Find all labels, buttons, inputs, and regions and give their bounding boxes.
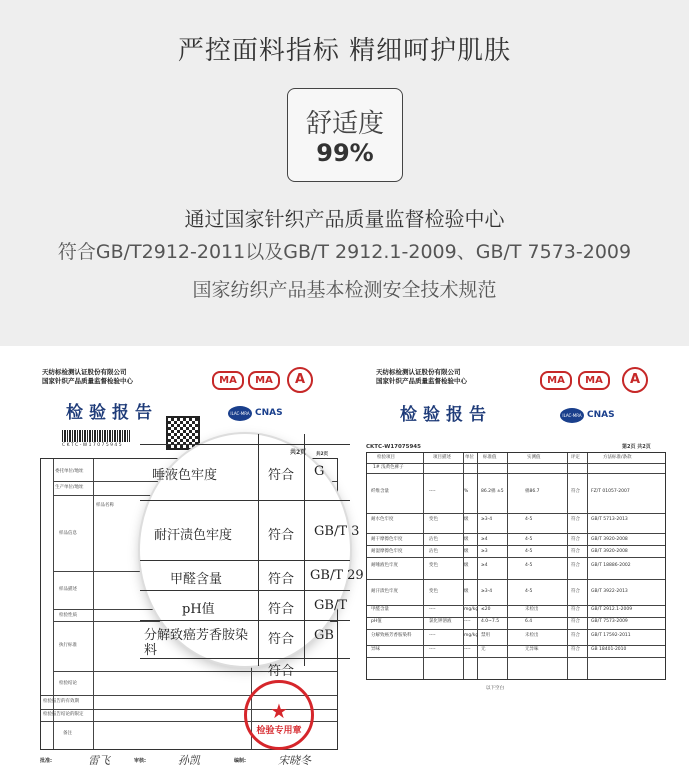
results-cell: GB/T 18886-2002	[591, 563, 631, 568]
certification-line: 通过国家针织产品质量监督检验中心	[184, 207, 505, 231]
page-number: 共2页	[316, 452, 329, 457]
results-cell: mg/kg	[464, 633, 479, 638]
mag-item: 分解致癌芳香胺染料	[144, 628, 249, 658]
mag-result: 符合	[268, 632, 295, 647]
org-center: 国家针织产品质量监督检验中心	[376, 377, 467, 385]
results-cell: 禁用	[481, 633, 490, 638]
mag-item: 唾液色牢度	[152, 468, 218, 483]
results-cell: 未检出	[525, 633, 539, 638]
results-cell: ≥3-4	[481, 517, 493, 522]
results-cell: 符合	[571, 517, 580, 522]
results-cell: ----	[429, 647, 436, 652]
results-table	[366, 452, 666, 680]
cnas-logo-icon: CNAS	[255, 408, 283, 418]
results-cell: 异味	[371, 647, 380, 652]
results-cell: 纤维含量	[371, 489, 389, 494]
results-cell: GB/T 3920-2008	[591, 549, 628, 554]
results-cell: GB/T 3922-2013	[591, 589, 628, 594]
cma-logo-icon: MA	[212, 371, 244, 390]
results-cell: 沾色	[429, 549, 438, 554]
star-icon: ★	[270, 699, 288, 723]
mag-std: GB	[314, 628, 334, 643]
ilac-logo-icon: ILAC-MRA	[228, 406, 252, 421]
results-cell: GB/T 5713-2013	[591, 517, 628, 522]
results-cell: 86.2棉 ±5	[481, 489, 504, 494]
results-cell: %	[464, 489, 469, 494]
standard-line: 符合GB/T2912-2011以及GB/T 2912.1-2009、GB/T 7573-2009	[57, 241, 632, 263]
mag-std: G	[314, 464, 325, 479]
results-cell: 4-5	[525, 549, 533, 554]
cma-logo-icon: MA	[578, 371, 610, 390]
row-label: 检验报告结论的限定	[43, 712, 84, 717]
results-cell: 级	[464, 589, 469, 594]
results-cell: 符合	[571, 607, 580, 612]
stamp-text: 检验专用章	[256, 726, 302, 736]
results-cell: pH值	[371, 619, 382, 624]
mag-std: GB/T 29	[310, 568, 364, 583]
results-cell: FZ/T 01057-2007	[591, 489, 630, 494]
results-cell: ≥4	[481, 563, 488, 568]
results-cell: 级	[464, 563, 469, 568]
results-cell: 无	[481, 647, 486, 652]
cnas-logo-icon: CNAS	[587, 410, 615, 420]
results-cell: 分解致癌芳香胺染料	[371, 633, 412, 638]
results-cell: 耐干摩擦色牢度	[371, 537, 403, 542]
results-cell: 级	[464, 537, 469, 542]
results-cell: 6.4	[525, 619, 533, 624]
signature: 孙凯	[178, 754, 200, 767]
row-label: 备注	[63, 731, 72, 736]
mag-result: 符合	[268, 468, 295, 483]
report-title: 检验报告	[66, 403, 158, 423]
results-cell: ≤20	[481, 607, 491, 612]
results-cell: GB 18401-2010	[591, 647, 627, 652]
row-label: 检验性质	[59, 613, 77, 618]
results-cell: 耐唾液色牢度	[371, 563, 398, 568]
report-right	[366, 362, 666, 692]
cma-logo-icon: MA	[248, 371, 280, 390]
col-header: 检验项目	[377, 455, 395, 460]
results-cell: ≥3	[481, 549, 488, 554]
results-cell: ----	[429, 489, 436, 494]
sample-label: 1# 浅黄色裤子	[373, 465, 404, 470]
results-cell: 符合	[571, 549, 580, 554]
row-label: 样品名称	[96, 503, 114, 508]
results-cell: GB/T 7573-2009	[591, 619, 628, 624]
results-cell: mg/kg	[464, 607, 479, 612]
mag-result: 符合	[268, 572, 295, 587]
org-name: 天纺标检测认证股份有限公司	[42, 368, 127, 376]
row-label: 检验结论	[59, 681, 77, 686]
row-label: 生产单位/地址	[55, 485, 84, 490]
results-cell: ≥3-4	[481, 589, 493, 594]
results-cell: 符合	[571, 619, 580, 624]
inspection-stamp	[244, 680, 314, 750]
barcode-text: C K T C - W 1 7 0 7 5 9 4 5	[62, 443, 122, 448]
mag-result: 符合	[268, 528, 295, 543]
headline: 严控面料指标 精细呵护肌肤	[177, 36, 512, 66]
mag-result: 符合	[268, 602, 295, 617]
comfort-label: 舒适度	[305, 109, 384, 139]
cma-logo-icon: MA	[540, 371, 572, 390]
cal-logo-icon: A	[287, 367, 313, 393]
safety-line: 国家纺织产品基本检测安全技术规范	[192, 279, 497, 301]
results-cell: 4-5	[525, 537, 533, 542]
row-label: 检验报告的有效期	[43, 699, 79, 704]
signature: 宋晓冬	[278, 754, 311, 767]
results-cell: 4-5	[525, 563, 533, 568]
report-title: 检验报告	[400, 405, 492, 425]
results-cell: 级	[464, 549, 469, 554]
results-cell: ≥4	[481, 537, 488, 542]
results-cell: 符合	[571, 563, 580, 568]
col-header: 单位	[465, 455, 474, 460]
signature: 雷飞	[88, 754, 110, 767]
report-number: CKTC-W17075945	[366, 444, 421, 450]
mag-item: 甲醛含量	[170, 572, 223, 587]
results-cell: 符合	[571, 633, 580, 638]
comfort-box	[287, 88, 403, 182]
results-cell: GB/T 17592-2011	[591, 633, 631, 638]
cal-logo-icon: A	[622, 367, 648, 393]
results-cell: 4-5	[525, 589, 533, 594]
results-cell: 符合	[571, 647, 580, 652]
page-number: 第2页 共2页	[622, 444, 651, 450]
ilac-logo-icon: ILAC-MRA	[560, 408, 584, 423]
org-name: 天纺标检测认证股份有限公司	[376, 368, 461, 376]
review-label: 审核:	[134, 758, 146, 764]
compile-label: 编制:	[234, 758, 246, 764]
results-cell: 耐湿摩擦色牢度	[371, 549, 403, 554]
results-cell: 符合	[571, 537, 580, 542]
comfort-value: 99%	[316, 139, 374, 167]
mag-std: GB/T 3	[314, 524, 360, 539]
col-header: 评定	[571, 455, 580, 460]
results-cell: 级	[464, 517, 469, 522]
feature-panel	[0, 0, 689, 346]
results-cell: ----	[429, 607, 436, 612]
mag-item: 耐汗渍色牢度	[154, 528, 233, 543]
mag-item: pH值	[182, 602, 215, 617]
col-header: 项目描述	[433, 455, 451, 460]
results-cell: 4.0~7.5	[481, 619, 500, 624]
results-cell: 棉86.7	[525, 489, 540, 494]
results-cell: 无异味	[525, 647, 539, 652]
results-cell: 未检出	[525, 607, 539, 612]
results-cell: ----	[464, 619, 471, 624]
magnifier-lens	[140, 434, 364, 679]
results-cell: 符合	[571, 589, 580, 594]
results-cell: ----	[429, 633, 436, 638]
results-cell: ----	[464, 647, 471, 652]
org-center: 国家针织产品质量监督检验中心	[42, 377, 133, 385]
results-cell: 耐汗渍色牢度	[371, 589, 398, 594]
results-cell: 氯化钾溶液	[429, 619, 452, 624]
results-cell: 4-5	[525, 517, 533, 522]
col-header: 方法标准/条款	[603, 455, 632, 460]
barcode-icon	[62, 430, 130, 442]
results-cell: 甲醛含量	[371, 607, 389, 612]
row-label: 执行标准	[59, 643, 77, 648]
mag-std: GB/T	[314, 598, 347, 613]
results-cell: GB/T 3920-2008	[591, 537, 628, 542]
results-cell: 变色	[429, 589, 438, 594]
mag-page-number: 共2页	[290, 449, 307, 456]
row-label: 样品描述	[59, 587, 77, 592]
row-label: 样品信息	[59, 531, 77, 536]
mag-result: 符合	[268, 664, 295, 679]
col-header: 实测值	[527, 455, 541, 460]
approve-label: 批准:	[40, 758, 52, 764]
results-cell: 变色	[429, 563, 438, 568]
footer-note: 以下空白	[486, 686, 504, 691]
results-cell: 符合	[571, 489, 580, 494]
results-cell: GB/T 2912.1-2009	[591, 607, 633, 612]
col-header: 标准值	[483, 455, 497, 460]
results-cell: 耐水色牢度	[371, 517, 394, 522]
results-cell: 变色	[429, 517, 438, 522]
row-label: 委托单位/地址	[55, 469, 84, 474]
results-cell: 沾色	[429, 537, 438, 542]
